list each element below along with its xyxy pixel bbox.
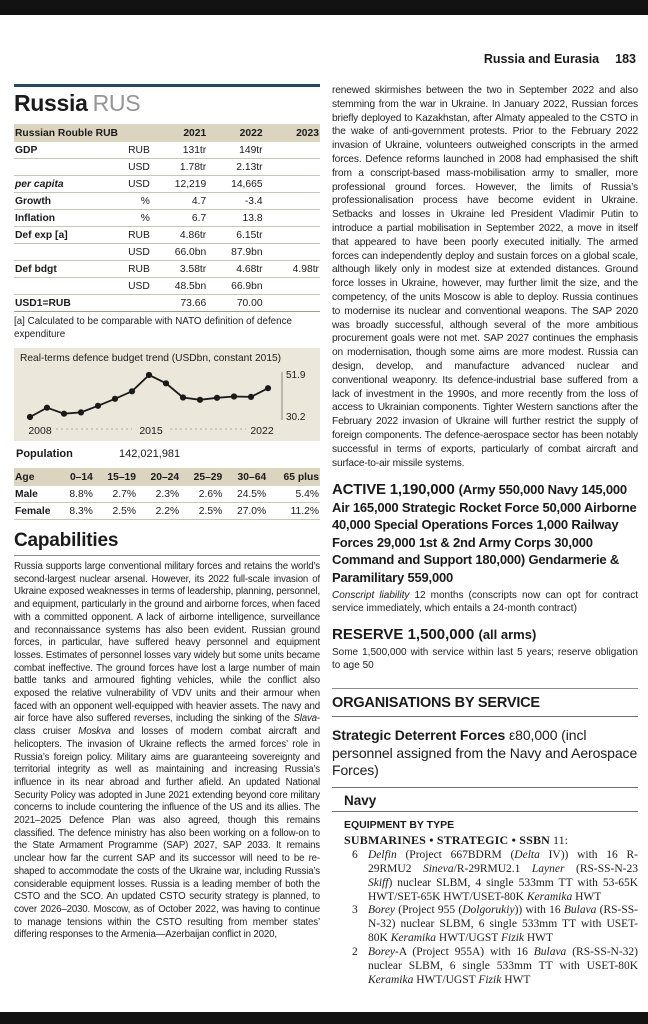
conscript-liability-note: Conscript liability 12 months (conscripts now can opt for contract service immediately, which entails a 24-month contract) bbox=[332, 590, 638, 615]
reserve-strength-block bbox=[332, 626, 638, 643]
econ-header-row bbox=[14, 124, 320, 142]
defence-budget-trend-chart bbox=[20, 365, 314, 439]
econ-header-2023: 2023 bbox=[264, 124, 320, 142]
left-column bbox=[14, 84, 320, 1012]
submarine-entry: 6 Delfin (Project 667BDRM (Delta IV)) with 16 R-29RMU2 Sineva/R-29RMU2.1 Layner (RS-SS-N-23 Skiff) nuclear SLBM, 4 single 533mm TT with 53-65K HWT/SET-65K HWT/USET-80K Keramika HWT bbox=[352, 848, 638, 903]
econ-table-row: GDP RUB 131tr 149tr bbox=[14, 142, 320, 159]
age-table-row: Female 8.3% 2.5% 2.2% 2.5% 27.0% 11.2% bbox=[14, 503, 320, 520]
svg-text:51.9: 51.9 bbox=[286, 370, 306, 381]
navy-heading: Navy bbox=[332, 788, 638, 812]
age-header-0-14: 0–14 bbox=[58, 468, 94, 486]
reserve-note: Some 1,500,000 with service within last 5 years; reserve obligation to age 50 bbox=[332, 647, 638, 672]
econ-table-row: Def bdgt RUB 3.58tr 4.68tr 4.98tr bbox=[14, 261, 320, 278]
submarines-heading: SUBMARINES • STRATEGIC • SSBN 11: bbox=[344, 832, 568, 847]
econ-table-row: USD 1.78tr 2.13tr bbox=[14, 159, 320, 176]
continuation-paragraph: renewed skirmishes between the two in September 2022 and also stemming from the war in Ukraine. In January 2022, Russian forces briefly deployed to Kazakhstan, after Almaty appealed to the CSTO in the wake of anti-government protests. Prior to the February 2022 invasion of Ukraine, volunteers outweighed conscripts in the armed forces. Defence reforms launched in 2008 had emphasised the shift from a conscript-based mass-mobilisation army to smaller, more professional ground forces. However, the limits of Russia’s professionalisation process have become evident in Ukraine. Setbacks and losses in Ukraine led President Vladimir Putin to introduce a partial mobilisation in September 2022, a move in itself that appeared to have been poorly executed initially. The armed forces can independently deploy and sustain forces on a global scale, although likely only in modest size at extended distances. Ground force losses in Ukraine, however, may further limit the size, and the competency, of the units Moscow is able to deploy. Russia continues to modernise its nuclear and conventional weapons. The SAP 2020 was broadly successful, although several of the more ambitious procurement goals were not met. SAP 2027 continues the emphasis on modernisation, though some aims are more modest. Russia can design, develop, and manufacture advanced nuclear and conventional weaponry. Its defence-industrial base suffered from a lack of investment in the 1990s, and more recently from the loss of access to Ukrainian components. Tighter Western sanctions after the February 2022 invasion of Ukraine will further restrict the supply of foreign components. The defence-aerospace sector has been notably successful in terms of exports, particularly of combat aircraft and surface-to-air missile systems. bbox=[332, 85, 638, 469]
organisations-heading: ORGANISATIONS BY SERVICE bbox=[332, 689, 638, 717]
age-table-body bbox=[14, 486, 320, 520]
econ-table-row: USD 66.0bn 87.9bn bbox=[14, 244, 320, 261]
econ-header-2021: 2021 bbox=[151, 124, 207, 142]
econ-header-currency: Russian Rouble RUB bbox=[14, 124, 151, 142]
econ-header-2022: 2022 bbox=[207, 124, 263, 142]
submarine-entry: 3 Borey (Project 955 (Dolgorukiy)) with 16 Bulava (RS-SS-N-32) nuclear SLBM, 6 single 533mm TT with USET-80K Keramika HWT/UGST Fizik HWT bbox=[352, 904, 638, 945]
entry-quantity: 6 bbox=[352, 848, 358, 861]
chart-title: Real-terms defence budget trend (USDbn, constant 2015) bbox=[20, 353, 282, 364]
econ-table-row: USD1=RUB 73.66 70.00 bbox=[14, 295, 320, 312]
econ-table-row: Inflation % 6.7 13.8 bbox=[14, 210, 320, 227]
age-header-row bbox=[14, 468, 320, 486]
age-header-30-64: 30–64 bbox=[223, 468, 267, 486]
economics-table bbox=[14, 124, 320, 312]
svg-text:2022: 2022 bbox=[250, 425, 274, 437]
age-header-15-19: 15–19 bbox=[94, 468, 137, 486]
entry-quantity: 2 bbox=[352, 946, 358, 959]
svg-text:2015: 2015 bbox=[139, 425, 163, 437]
age-structure-table bbox=[14, 468, 320, 520]
active-strength-block bbox=[332, 481, 638, 586]
entry-quantity: 3 bbox=[352, 904, 358, 917]
capabilities-heading: Capabilities bbox=[14, 530, 320, 556]
age-header-65plus: 65 plus bbox=[267, 468, 320, 486]
active-strength-detail: (Army 550,000 Navy 145,000 Air 165,000 Strategic Rocket Force 50,000 Airborne 40,000 Special Operations Forces 1,000 Railway Forces 29,000 1st & 2nd Army Corps 30,000 Command and Support 180,000) Gendarmerie & Paramilitary 559,000 bbox=[332, 482, 637, 585]
svg-text:2008: 2008 bbox=[28, 425, 52, 437]
reserve-strength-detail: (all arms) bbox=[478, 627, 537, 643]
econ-table-row: Growth % 4.7 -3.4 bbox=[14, 193, 320, 210]
equipment-by-type-heading: EQUIPMENT BY TYPE bbox=[344, 818, 455, 831]
country-code: RUS bbox=[92, 90, 141, 116]
country-accent-rule bbox=[14, 84, 320, 87]
reserve-strength-label: RESERVE 1,500,000 bbox=[332, 626, 479, 644]
section-title: Russia and Eurasia bbox=[483, 52, 600, 66]
population-value: 142,021,981 bbox=[119, 448, 181, 460]
capabilities-paragraph: Russia supports large conventional military forces and retains the world’s second-largest nuclear arsenal. However, its 2022 full-scale invasion of Ukraine exposed weaknesses in terms of leadership, planning, personnel, and equipment, particularly in the ground and airborne forces, when faced with a committed opponent. A lack of airborne intelligence, surveillance and reconnaissance systems has also been evident. Russian ground forces, in particular, have suffered heavy personnel and equipment losses. Estimates of personnel losses vary widely but some units became combat ineffective. The ground forces have lost a large number of main battle tanks and armoured fighting vehicles, while the conflict also exposed the relative vulnerability of VDV units and their armour when faced with an opponent well-equipped with heavier assets. The navy and air force have also suffered reverses, including the sinking of the Slava-class cruiser Moskva and losses of modern combat aircraft and helicopters. The invasion of Ukraine reflects the armed forces’ role in Russia’s foreign policy. Military aims are guaranteeing sovereignty and territorial integrity as well as maintaining and increasing Russia’s influence in its near abroad and further afield. An updated National Security Policy was adopted in June 2021 extending beyond core military concerns to include countering the influence of the US and its allies. The 2021–2025 Defence Plan was also agreed, though this remains classified. The defence ministry has also been working on a follow-on to the State Armament Programme (SAP) 2027, SAP 2033. It remains unclear how far the current SAP and its successor will need to be re-shaped to accommodate the costs of the Ukraine war, including Russia’s considerable equipment losses. Russia is a leading member of both the CSTO and the SCO. An updated CSTO security strategy is planned, to cover 2026–2030. Moscow, as of October 2022, was having to continue to manage tensions within the CSTO resulting from member states’ differing responses to the Armenia—Azerbaijan conflict in 2020, bbox=[14, 561, 320, 941]
population-row bbox=[16, 448, 320, 460]
top-black-bar bbox=[0, 0, 648, 15]
page-number: 183 bbox=[615, 52, 636, 66]
table-footnote: [a] Calculated to be comparable with NATO definition of defence expenditure bbox=[14, 316, 292, 340]
running-header bbox=[484, 52, 636, 66]
econ-table-row: Def exp [a] RUB 4.86tr 6.15tr bbox=[14, 227, 320, 244]
submarine-entry: 2 Borey-A (Project 955A) with 16 Bulava (RS-SS-N-32) nuclear SLBM, 6 single 533mm TT with USET-80K Keramika HWT/UGST Fizik HWT bbox=[352, 946, 638, 986]
age-header-25-29: 25–29 bbox=[180, 468, 223, 486]
population-label: Population bbox=[16, 448, 73, 460]
submarine-entries-list bbox=[344, 849, 638, 988]
econ-table-body bbox=[14, 142, 320, 312]
bottom-black-bar bbox=[0, 1012, 648, 1024]
defence-budget-chart-box bbox=[14, 348, 320, 441]
age-header-20-24: 20–24 bbox=[137, 468, 180, 486]
right-column bbox=[332, 84, 638, 1012]
country-name: Russia bbox=[14, 90, 88, 116]
age-table-row: Male 8.8% 2.7% 2.3% 2.6% 24.5% 5.4% bbox=[14, 486, 320, 503]
active-strength-label: ACTIVE 1,190,000 bbox=[332, 481, 459, 499]
country-title bbox=[14, 90, 320, 117]
svg-text:30.2: 30.2 bbox=[286, 412, 306, 423]
strategic-deterrent-forces-block: Strategic Deterrent Forces ε80,000 (incl personnel assigned from the Navy and Aerospace Forces) bbox=[332, 727, 638, 788]
econ-table-row: per capita USD 12,219 14,665 bbox=[14, 176, 320, 193]
age-header-label: Age bbox=[14, 468, 58, 486]
econ-table-row: USD 48.5bn 66.9bn bbox=[14, 278, 320, 295]
